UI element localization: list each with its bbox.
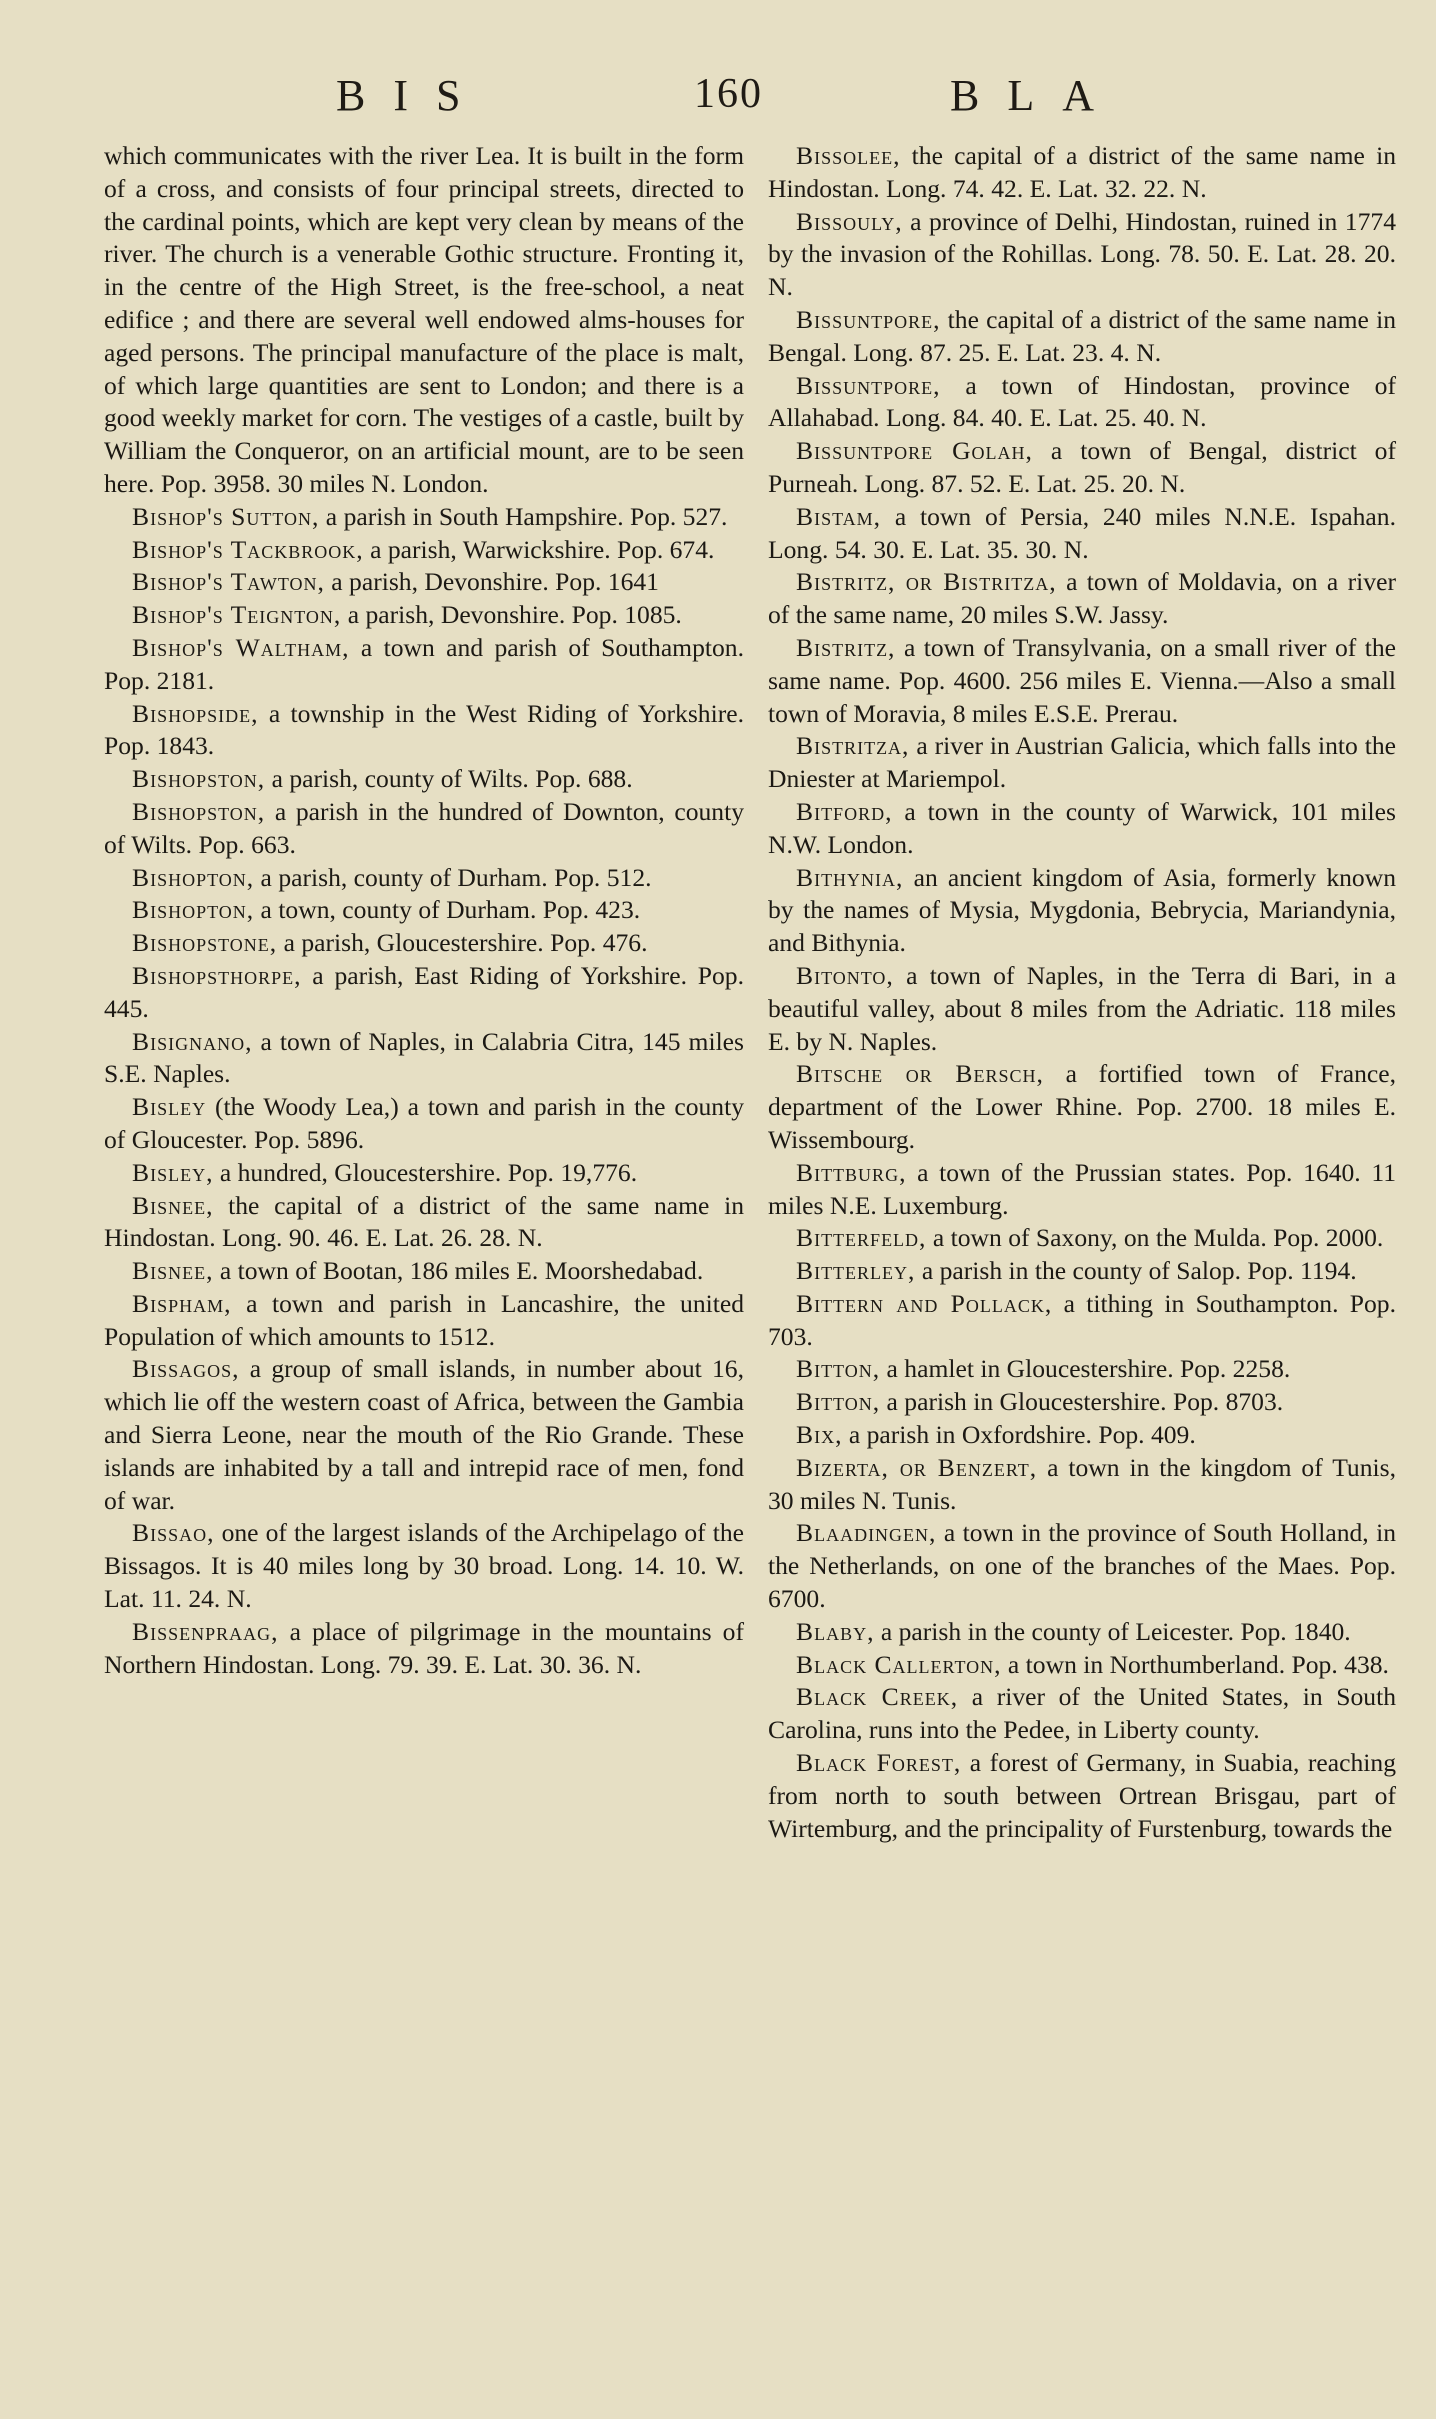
entry-text: a province of Delhi, Hindostan, ruined in 1774 by the invasion of the Rohillas. Long. 78. 50. E. Lat. 28. 20. N.	[768, 206, 1396, 302]
header-left-guide-word: BIS	[336, 71, 489, 120]
entry-text: a town of Naples, in Calabria Citra, 145 miles S.E. Naples.	[104, 1026, 744, 1089]
entry-text: a river in Austrian Galicia, which falls into the Dniester at Mariempol.	[768, 731, 1396, 794]
gazetteer-entry	[104, 632, 744, 698]
gazetteer-entry	[104, 501, 744, 534]
gazetteer-entry	[768, 1386, 1396, 1419]
entry-headword: Black Callerton,	[796, 1649, 1002, 1679]
entry-text: (the Woody Lea,) a town and parish in the county of Gloucester. Pop. 5896.	[104, 1092, 744, 1154]
entry-text: a town, county of Durham. Pop. 423.	[254, 895, 641, 925]
entry-headword: Bitton,	[796, 1387, 881, 1417]
entry-headword: Bistritz, or Bistritza,	[796, 567, 1057, 597]
gazetteer-entry	[104, 894, 744, 927]
gazetteer-entry	[104, 1190, 744, 1256]
entry-text: a town and parish in Lancashire, the united Population of which amounts to 1512.	[104, 1288, 744, 1351]
gazetteer-entry	[104, 927, 744, 960]
entry-headword: Bissuntpore Golah,	[796, 436, 1033, 466]
entry-text: a parish in Oxfordshire. Pop. 409.	[842, 1420, 1196, 1450]
gazetteer-entry	[104, 763, 744, 796]
gazetteer-entry	[768, 1517, 1396, 1615]
entry-headword: Bitton,	[796, 1354, 881, 1384]
entry-headword: Bishop's Waltham,	[132, 632, 350, 662]
entry-text: a town of Transylvania, on a small river of the same name. Pop. 4600. 256 miles E. Vienna.—Also a small town of Moravia, 8 miles E.S.E. Prerau.	[768, 632, 1396, 728]
entry-headword: Bishop's Tawton,	[132, 567, 325, 597]
header-right-guide-word: BLA	[950, 71, 1122, 120]
entry-headword: Bisley	[132, 1092, 207, 1122]
gazetteer-entry	[768, 1452, 1396, 1518]
entry-text: a parish, county of Durham. Pop. 512.	[254, 862, 652, 892]
gazetteer-entry	[768, 730, 1396, 796]
entry-text: a parish in the hundred of Downton, county of Wilts. Pop. 663.	[104, 796, 744, 859]
entry-headword: Bitterley,	[796, 1256, 916, 1286]
gazetteer-entry	[104, 140, 744, 501]
entry-headword: Blaadingen,	[796, 1518, 937, 1548]
entry-text: a parish, East Riding of Yorkshire. Pop. 445.	[104, 960, 744, 1023]
gazetteer-entry	[104, 566, 744, 599]
entry-text: a township in the West Riding of Yorkshire. Pop. 1843.	[104, 698, 744, 761]
entry-text: a hundred, Gloucestershire. Pop. 19,776.	[213, 1157, 638, 1187]
gazetteer-entry	[104, 796, 744, 862]
entry-text: the capital of a district of the same name in Hindostan. Long. 74. 42. E. Lat. 32. 22. N.	[768, 141, 1396, 203]
entry-text: a tithing in Southampton. Pop. 703.	[768, 1288, 1396, 1351]
gazetteer-entry	[104, 862, 744, 895]
gazetteer-entry	[104, 698, 744, 764]
entry-text: which communicates with the river Lea. It is built in the form of a cross, and consists of four principal streets, directed to the cardinal points, which are kept very clean by means of the river. The church is a venerable Gothic structure. Fronting it, in the centre of the High Street, is the free-school, a neat edifice ; and there are several well endowed alms-houses for aged persons. The principal manufacture of the place is malt, of which large quantities are sent to London; and there is a good weekly market for corn. The vestiges of a castle, built by William the Conqueror, on an artificial mount, are to be seen here. Pop. 3958. 30 miles N. London.	[104, 141, 744, 498]
entry-text: an ancient kingdom of Asia, formerly known by the names of Mysia, Mygdonia, Bebrycia, Mariandynia, and Bithynia.	[768, 862, 1396, 958]
entry-text: a town in the county of Warwick, 101 miles N.W. London.	[768, 796, 1396, 859]
gazetteer-entry	[104, 599, 744, 632]
gazetteer-entry	[104, 534, 744, 567]
entry-headword: Bittern and Pollack,	[796, 1288, 1053, 1318]
entry-headword: Bissagos,	[132, 1354, 240, 1384]
right-column	[768, 140, 1396, 1845]
entry-headword: Bishopston,	[132, 796, 266, 826]
gazetteer-entry	[768, 796, 1396, 862]
entry-text: a town of the Prussian states. Pop. 1640. 11 miles N.E. Luxemburg.	[768, 1157, 1396, 1220]
gazetteer-entry	[104, 1091, 744, 1157]
gazetteer-entry	[104, 1616, 744, 1682]
entry-headword: Bishopton,	[132, 862, 255, 892]
entry-headword: Bishopton,	[132, 895, 255, 925]
entry-text: a town of Hindostan, province of Allahabad. Long. 84. 40. E. Lat. 25. 40. N.	[768, 370, 1396, 433]
entry-text: a town of Naples, in the Terra di Bari, in a beautiful valley, about 8 miles from the Adriatic. 118 miles E. by N. Naples.	[768, 960, 1396, 1056]
entry-text: a town in Northumberland. Pop. 438.	[1001, 1649, 1389, 1679]
entry-headword: Bissenpraag,	[132, 1616, 279, 1646]
entry-text: a river of the United States, in South Carolina, runs into the Pedee, in Liberty county.	[768, 1682, 1396, 1745]
gazetteer-entry	[768, 1616, 1396, 1649]
entry-headword: Bissao,	[132, 1518, 215, 1548]
entry-headword: Bisley,	[132, 1157, 214, 1187]
entry-text: the capital of a district of the same name in Hindostan. Long. 90. 46. E. Lat. 26. 28. N.	[104, 1190, 744, 1253]
entry-headword: Bizerta, or Benzert,	[796, 1452, 1038, 1482]
entry-headword: Bistritz,	[796, 632, 896, 662]
entry-headword: Bishopside,	[132, 698, 259, 728]
entry-text: a parish, Gloucestershire. Pop. 476.	[277, 928, 648, 958]
gazetteer-entry	[768, 370, 1396, 436]
entry-headword: Bishop's Sutton,	[132, 501, 320, 531]
gazetteer-entry	[104, 960, 744, 1026]
entry-text: a place of pilgrimage in the mountains of Northern Hindostan. Long. 79. 39. E. Lat. 30. 36. N.	[104, 1616, 744, 1679]
gazetteer-entry	[768, 1255, 1396, 1288]
entry-text: a fortified town of France, department of the Lower Rhine. Pop. 2700. 18 miles E. Wissembourg.	[768, 1059, 1397, 1154]
gazetteer-entry	[104, 1288, 744, 1354]
entry-text: a town of Saxony, on the Mulda. Pop. 2000.	[926, 1223, 1384, 1253]
gazetteer-entry	[104, 1026, 744, 1092]
entry-headword: Bitterfeld,	[796, 1223, 927, 1253]
entry-headword: Bittburg,	[796, 1157, 907, 1187]
entry-headword: Bitonto,	[796, 960, 894, 990]
entry-text: a parish in the county of Leicester. Pop. 1840.	[874, 1616, 1351, 1646]
entry-headword: Bishopsthorpe,	[132, 960, 302, 990]
entry-text: a town in the kingdom of Tunis, 30 miles N. Tunis.	[768, 1452, 1396, 1515]
gazetteer-entry	[104, 1353, 744, 1517]
entry-headword: Bix,	[796, 1420, 843, 1450]
gazetteer-entry	[768, 1222, 1396, 1255]
entry-text: a parish in Gloucestershire. Pop. 8703.	[880, 1387, 1284, 1417]
entry-headword: Bishopston,	[132, 764, 266, 794]
entry-text: a hamlet in Gloucestershire. Pop. 2258.	[880, 1354, 1291, 1384]
entry-headword: Bissuntpore,	[796, 304, 941, 334]
entry-text: a parish, county of Wilts. Pop. 688.	[265, 764, 633, 794]
entry-headword: Bisnee,	[132, 1256, 214, 1286]
entry-headword: Bissuntpore,	[796, 370, 941, 400]
gazetteer-entry	[768, 862, 1396, 960]
entry-headword: Bitsche or Bersch,	[796, 1059, 1044, 1089]
gazetteer-entry	[768, 566, 1396, 632]
entry-text: a forest of Germany, in Suabia, reaching from north to south between Ortrean Brisgau, part of Wirtemburg, and the principality of Furstenburg, towards the	[768, 1748, 1396, 1843]
entry-text: a parish, Devonshire. Pop. 1085.	[341, 600, 682, 630]
gazetteer-entry	[768, 1649, 1396, 1682]
entry-text: a group of small islands, in number about 16, which lie off the western coast of Africa, between the Gambia and Sierra Leone, near the mouth of the Rio Grande. These islands are inhabited by a tall and intrepid race of men, fond of war.	[104, 1354, 744, 1515]
entry-headword: Bissouly,	[796, 206, 903, 236]
gazetteer-entry	[768, 1747, 1396, 1845]
gazetteer-entry	[768, 435, 1396, 501]
gazetteer-entry	[768, 960, 1396, 1058]
gazetteer-entry	[768, 304, 1396, 370]
entry-headword: Bistam,	[796, 501, 882, 531]
entry-text: a town of Bootan, 186 miles E. Moorshedabad.	[213, 1256, 704, 1286]
entry-headword: Bissolee,	[796, 141, 901, 170]
entry-headword: Bishop's Tackbrook,	[132, 534, 364, 564]
entry-text: a parish in the county of Salop. Pop. 1194.	[915, 1256, 1357, 1286]
gazetteer-entry	[768, 1353, 1396, 1386]
gazetteer-entry	[768, 1157, 1396, 1223]
entry-text: a town of Persia, 240 miles N.N.E. Ispahan. Long. 54. 30. E. Lat. 35. 30. N.	[768, 501, 1396, 564]
entry-headword: Bithynia,	[796, 862, 904, 892]
page-number: 160	[694, 71, 763, 117]
entry-text: a town of Bengal, district of Purneah. Long. 87. 52. E. Lat. 25. 20. N.	[768, 436, 1396, 498]
entry-headword: Black Creek,	[796, 1682, 959, 1712]
entry-text: a town of Moldavia, on a river of the same name, 20 miles S.W. Jassy.	[768, 567, 1396, 630]
gazetteer-entry	[768, 1681, 1396, 1747]
gazetteer-entry	[768, 1288, 1396, 1354]
entry-headword: Bishopstone,	[132, 928, 278, 958]
entry-text: a town in the province of South Holland, in the Netherlands, on one of the branches of the Maes. Pop. 6700.	[768, 1518, 1396, 1614]
entry-headword: Bitford,	[796, 796, 893, 826]
entry-text: the capital of a district of the same name in Bengal. Long. 87. 25. E. Lat. 23. 4. N.	[768, 304, 1396, 367]
entry-headword: Bistritza,	[796, 731, 910, 761]
gazetteer-entry	[768, 140, 1396, 206]
running-header	[0, 70, 1436, 130]
gazetteer-entry	[104, 1517, 744, 1615]
gazetteer-entry	[104, 1255, 744, 1288]
entry-text: one of the largest islands of the Archipelago of the Bissagos. It is 40 miles long by 30 broad. Long. 14. 10. W. Lat. 11. 24. N.	[104, 1518, 744, 1614]
entry-headword: Bisignano,	[132, 1026, 253, 1056]
gazetteer-entry	[768, 206, 1396, 304]
left-column	[104, 140, 744, 1681]
entry-text: a town and parish of Southampton. Pop. 2181.	[104, 632, 744, 695]
gazetteer-entry	[104, 1157, 744, 1190]
entry-headword: Black Forest,	[796, 1748, 962, 1778]
gazetteer-entry	[768, 1058, 1396, 1156]
entry-headword: Bisnee,	[132, 1190, 214, 1220]
entry-text: a parish in South Hampshire. Pop. 527.	[319, 501, 728, 531]
entry-headword: Bispham,	[132, 1288, 232, 1318]
gazetteer-entry	[768, 1419, 1396, 1452]
entry-headword: Bishop's Teignton,	[132, 600, 342, 630]
entry-headword: Blaby,	[796, 1616, 875, 1646]
entry-text: a parish, Devonshire. Pop. 1641	[324, 567, 659, 597]
gazetteer-entry	[768, 501, 1396, 567]
entry-text: a parish, Warwickshire. Pop. 674.	[363, 534, 715, 564]
gazetteer-entry	[768, 632, 1396, 730]
